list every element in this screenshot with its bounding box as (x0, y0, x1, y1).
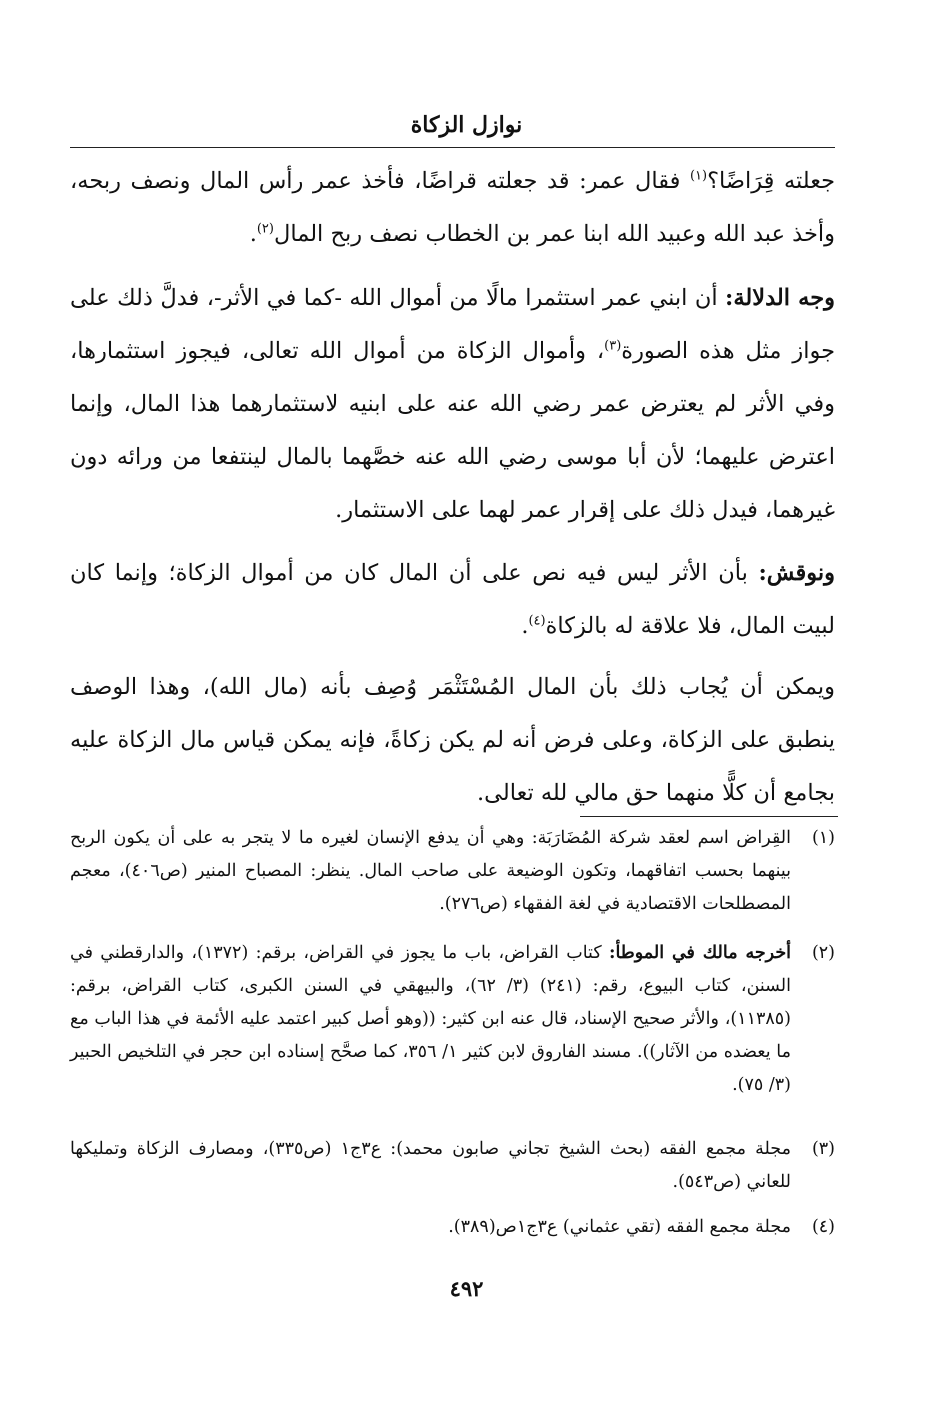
footnote-text: كتاب القراض، باب ما يجوز في القراض، برقم: (١٣٧٢)، والدارقطني في السنن، كتاب البيوع، رقم: (٢٤١) (٣/ ٦٢)، والبيهقي في السنن الكبرى، كتاب القراض، برقم: (١١٣٨٥)، والأثر صحيح الإسناد، قال عنه ابن كثير: ((وهو أصل كبير اعتمد عليه الأئمة في هذا الباب مع ما يعضده من الآثار)). مسند الفاروق لابن كثير ١/ ٣٥٦، كما صحَّح إسناده ابن حجر في التلخيص الحبير (٣/ ٧٥). (70, 943, 791, 1095)
paragraph-text: . (249, 221, 257, 247)
footnote-3 (70, 1133, 835, 1199)
footnote-4 (70, 1211, 835, 1244)
footnote-number: (١) (811, 828, 835, 848)
page-number: ٤٩٢ (449, 1276, 484, 1301)
paragraph-text: ويمكن أن يُجاب ذلك بأن المال المُسْتَثْمَر وُصِف بأنه (مال الله)، وهذا الوصف ينطبق على الزكاة، وعلى فرض أنه لم يكن زكاةً، فإنه يمكن قياس مال الزكاة عليه بجامع أن كلًّا منهما حق مالي لله تعالى. (70, 674, 835, 806)
paragraph-lead: وجه الدلالة: (725, 285, 835, 311)
paragraph-lead: ونوقش: (758, 560, 835, 586)
paragraph-text: . (521, 613, 529, 639)
header-divider (70, 147, 835, 148)
running-header-title: نوازل الزكاة (410, 112, 523, 138)
paragraph-text: جعلته قِرَاضًا؟ (707, 168, 836, 194)
footnote-text: مجلة مجمع الفقه (بحث الشيخ تجاني صابون محمد): ع٣ج١ (ص٣٣٥)، ومصارف الزكاة وتمليكها للعاني (ص٥٤٣). (70, 1139, 791, 1192)
footnote-ref-1[interactable]: (١) (689, 168, 708, 184)
footnote-divider (580, 816, 838, 817)
footnote-1 (70, 822, 835, 921)
paragraph-nuqish (70, 547, 835, 653)
footnote-ref-4[interactable]: (٤) (528, 613, 546, 629)
footnote-text: القِراض اسم لعقد شركة المُضَارَبَة: وهي أن يدفع الإنسان لغيره ما لا يتجر به على أن يكون الربح بينهما بحسب اتفاقهما، وتكون الوضيعة على صاحب المال. ينظر: المصباح المنير (ص٤٠٦)، معجم المصطلحات الاقتصادية في لغة الفقهاء (ص٢٧٦). (70, 828, 791, 914)
paragraph-wajh-aldalala (70, 272, 835, 537)
footnote-number: (٢) (811, 943, 835, 963)
footnote-number: (٣) (811, 1139, 835, 1159)
footnote-2 (70, 937, 835, 1102)
footnote-ref-2[interactable]: (٢) (256, 221, 274, 237)
paragraph-athar (70, 155, 835, 261)
footnote-number: (٤) (811, 1217, 835, 1237)
paragraph-text: فقال عمر: قد جعلته قراضًا، فأخذ عمر رأس المال ونصف ربحه، وأخذ عبد الله وعبيد الله ابنا عمر بن الخطاب نصف ربح المال (70, 168, 835, 247)
footnote-lead: أخرجه مالك في الموطأ: (609, 943, 791, 963)
paragraph-text: ، وأموال الزكاة من أموال الله تعالى، فيجوز استثمارها، وفي الأثر لم يعترض عمر رضي الله عنه على ابنيه لاستثمارهما هذا المال، وإنما اعترض عليهما؛ لأن أبا موسى رضي الله عنه خصَّهما بالمال لينتفعا من ورائه دون غيرهما، فيدل ذلك على إقرار عمر لهما على الاستثمار. (70, 338, 835, 523)
footnote-text: مجلة مجمع الفقه (تقي عثماني) ع٣ج١ص(٣٨٩). (448, 1217, 791, 1237)
footnote-ref-3[interactable]: (٣) (604, 338, 622, 354)
paragraph-response (70, 661, 835, 820)
paragraph-text: بأن الأثر ليس فيه نص على أن المال كان من أموال الزكاة؛ وإنما كان لبيت المال، فلا علاقة له بالزكاة (70, 560, 835, 639)
paragraph-text: أن ابني عمر استثمرا مالًا من أموال الله -كما في الأثر-، فدلَّ ذلك على جواز مثل هذه الصورة (70, 285, 835, 364)
